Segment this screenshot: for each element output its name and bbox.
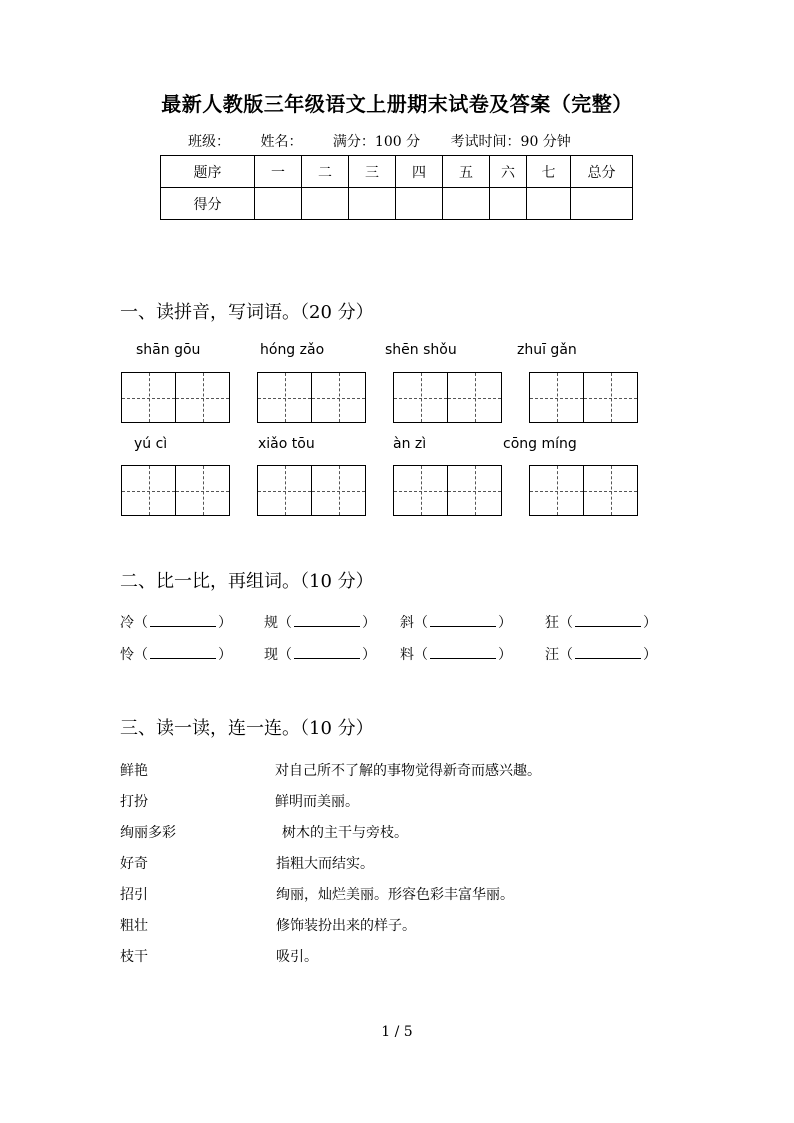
compare-char: 规 [264, 615, 278, 631]
student-info-line [188, 131, 597, 151]
match-word[interactable]: 粗壮 [120, 918, 148, 934]
writing-cell[interactable] [311, 372, 366, 423]
compare-item: 汪（ ） [545, 647, 657, 663]
score-header-cell: 四 [396, 156, 443, 188]
full-score-label: 满分：100 分 [332, 134, 421, 150]
answer-blank[interactable] [575, 646, 641, 659]
compare-char: 斜 [400, 615, 414, 631]
writing-grid[interactable] [121, 465, 229, 516]
score-table [160, 155, 633, 220]
writing-grid[interactable] [393, 372, 501, 423]
section1-heading: 一、读拼音，写词语。（20 分） [120, 302, 374, 323]
page-number: 1 / 5 [381, 1024, 413, 1040]
writing-cell[interactable] [583, 465, 638, 516]
writing-grid[interactable] [529, 372, 637, 423]
score-header-cell: 六 [490, 156, 527, 188]
match-definition[interactable]: 修饰装扮出来的样子。 [276, 918, 416, 934]
writing-cell[interactable] [175, 465, 230, 516]
compare-char: 现 [264, 647, 278, 663]
answer-blank[interactable] [294, 646, 360, 659]
match-word[interactable]: 好奇 [120, 856, 148, 872]
writing-cell[interactable] [583, 372, 638, 423]
name-label: 姓名： [260, 134, 303, 150]
score-header-cell: 五 [443, 156, 490, 188]
writing-cell[interactable] [175, 372, 230, 423]
score-header-cell: 三 [349, 156, 396, 188]
answer-blank[interactable] [150, 646, 216, 659]
section3-heading: 三、读一读，连一连。（10 分） [120, 718, 374, 739]
pinyin-label: hóng zǎo [260, 342, 325, 358]
pinyin-label: shēn shǒu [385, 342, 457, 358]
match-definition[interactable]: 鲜明而美丽。 [275, 794, 359, 810]
pinyin-label: shān gōu [136, 342, 201, 358]
score-cell [443, 188, 490, 220]
match-definition[interactable]: 吸引。 [276, 949, 318, 965]
score-cell [255, 188, 302, 220]
writing-cell[interactable] [393, 465, 448, 516]
compare-char: 汪 [545, 647, 559, 663]
writing-cell[interactable] [447, 465, 502, 516]
answer-blank[interactable] [294, 614, 360, 627]
exam-time-label: 考试时间：90 分钟 [450, 134, 571, 150]
match-definition[interactable]: 绚丽，灿烂美丽。形容色彩丰富华丽。 [276, 887, 514, 903]
writing-cell[interactable] [257, 465, 312, 516]
compare-char: 狂 [545, 615, 559, 631]
pinyin-label: àn zì [393, 436, 427, 452]
score-table-score-row [161, 188, 633, 220]
match-word[interactable]: 招引 [120, 887, 148, 903]
match-definition[interactable]: 对自己所不了解的事物觉得新奇而感兴趣。 [275, 763, 541, 779]
writing-grid[interactable] [257, 372, 365, 423]
score-header-cell: 题序 [161, 156, 255, 188]
compare-item: 规（ ） [264, 615, 376, 631]
writing-grid[interactable] [121, 372, 229, 423]
compare-char: 冷 [120, 615, 134, 631]
compare-item: 冷（ ） [120, 615, 232, 631]
match-definition[interactable]: 指粗大而结实。 [276, 856, 374, 872]
writing-cell[interactable] [529, 465, 584, 516]
writing-cell[interactable] [393, 372, 448, 423]
pinyin-label: yú cì [134, 436, 168, 452]
match-word[interactable]: 鲜艳 [120, 763, 148, 779]
compare-char: 怜 [120, 647, 134, 663]
compare-item: 怜（ ） [120, 647, 232, 663]
writing-cell[interactable] [529, 372, 584, 423]
score-cell [302, 188, 349, 220]
score-cell [571, 188, 633, 220]
writing-cell[interactable] [121, 372, 176, 423]
pinyin-label: xiǎo tōu [258, 436, 315, 452]
score-row-label: 得分 [161, 188, 255, 220]
score-table-header-row [161, 156, 633, 188]
match-word[interactable]: 绚丽多彩 [120, 825, 176, 841]
match-word[interactable]: 打扮 [120, 794, 148, 810]
writing-cell[interactable] [447, 372, 502, 423]
score-cell [527, 188, 571, 220]
writing-grid[interactable] [257, 465, 365, 516]
class-label: 班级： [188, 134, 230, 150]
score-header-cell: 一 [255, 156, 302, 188]
pinyin-label: cōng míng [503, 436, 577, 452]
compare-item: 现（ ） [264, 647, 376, 663]
score-cell [349, 188, 396, 220]
writing-grid[interactable] [393, 465, 501, 516]
compare-item: 料（ ） [400, 647, 512, 663]
score-header-cell: 二 [302, 156, 349, 188]
pinyin-label: zhuī gǎn [517, 342, 577, 358]
answer-blank[interactable] [575, 614, 641, 627]
writing-cell[interactable] [311, 465, 366, 516]
compare-item: 狂（ ） [545, 615, 657, 631]
page-title: 最新人教版三年级语文上册期末试卷及答案（完整） [161, 92, 633, 116]
writing-cell[interactable] [121, 465, 176, 516]
compare-char: 料 [400, 647, 414, 663]
match-definition[interactable]: 树木的主干与旁枝。 [282, 825, 408, 841]
score-header-cell: 总分 [571, 156, 633, 188]
match-word[interactable]: 枝干 [120, 949, 148, 965]
writing-cell[interactable] [257, 372, 312, 423]
answer-blank[interactable] [430, 646, 496, 659]
compare-item: 斜（ ） [400, 615, 512, 631]
score-cell [396, 188, 443, 220]
score-header-cell: 七 [527, 156, 571, 188]
score-cell [490, 188, 527, 220]
answer-blank[interactable] [430, 614, 496, 627]
writing-grid[interactable] [529, 465, 637, 516]
section2-heading: 二、比一比，再组词。（10 分） [120, 571, 374, 592]
answer-blank[interactable] [150, 614, 216, 627]
